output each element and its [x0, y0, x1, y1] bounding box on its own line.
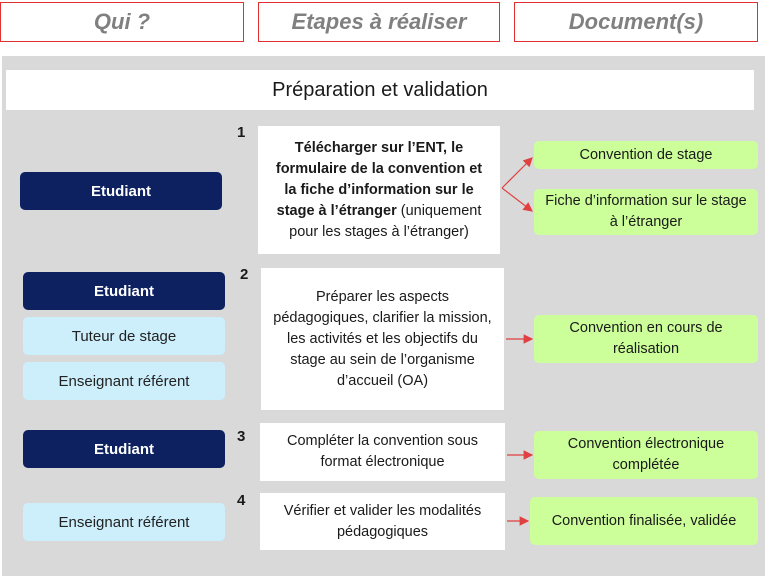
actor-etudiant-2: Etudiant — [23, 272, 225, 310]
header-steps: Etapes à réaliser — [258, 2, 500, 42]
step-number-4: 4 — [237, 492, 246, 509]
doc-convention-en-cours: Convention en cours de réalisation — [534, 315, 758, 363]
step-2-text: Préparer les aspects pédagogiques, clarifier la mission, les activités et les objectifs du stage au sein de l’organisme d’accueil (OA) — [273, 288, 492, 389]
step-number-1: 1 — [237, 124, 246, 141]
doc-convention-electronique: Convention électronique complétée — [534, 431, 758, 479]
actor-enseignant-referent-4: Enseignant référent — [23, 503, 225, 541]
doc-convention-finalisee: Convention finalisée, validée — [530, 497, 758, 545]
section-title: Préparation et validation — [6, 70, 754, 110]
arrow-step1-doc1 — [502, 158, 532, 188]
actor-tuteur-de-stage: Tuteur de stage — [23, 317, 225, 355]
actor-etudiant-1: Etudiant — [20, 172, 222, 210]
doc-convention-de-stage: Convention de stage — [534, 141, 758, 169]
arrow-step1-doc2 — [502, 188, 532, 211]
step-4-text: Vérifier et valider les modalités pédagogiques — [283, 502, 482, 540]
doc-fiche-information: Fiche d’information sur le stage à l’étranger — [534, 189, 758, 235]
step-1-normal: (uniquement pour les stages à l’étranger) — [289, 202, 482, 240]
step-1-bold: Télécharger sur l’ENT, le formulaire de la convention et la fiche d’information sur le stage à l’étranger — [275, 139, 483, 219]
header-documents: Document(s) — [514, 2, 758, 42]
header-who: Qui ? — [0, 2, 244, 42]
actor-etudiant-3: Etudiant — [23, 430, 225, 468]
actor-enseignant-referent-2: Enseignant référent — [23, 362, 225, 400]
step-number-3: 3 — [237, 428, 246, 445]
step-3-text: Compléter la convention sous format électronique — [286, 433, 479, 470]
step-number-2: 2 — [240, 266, 249, 283]
